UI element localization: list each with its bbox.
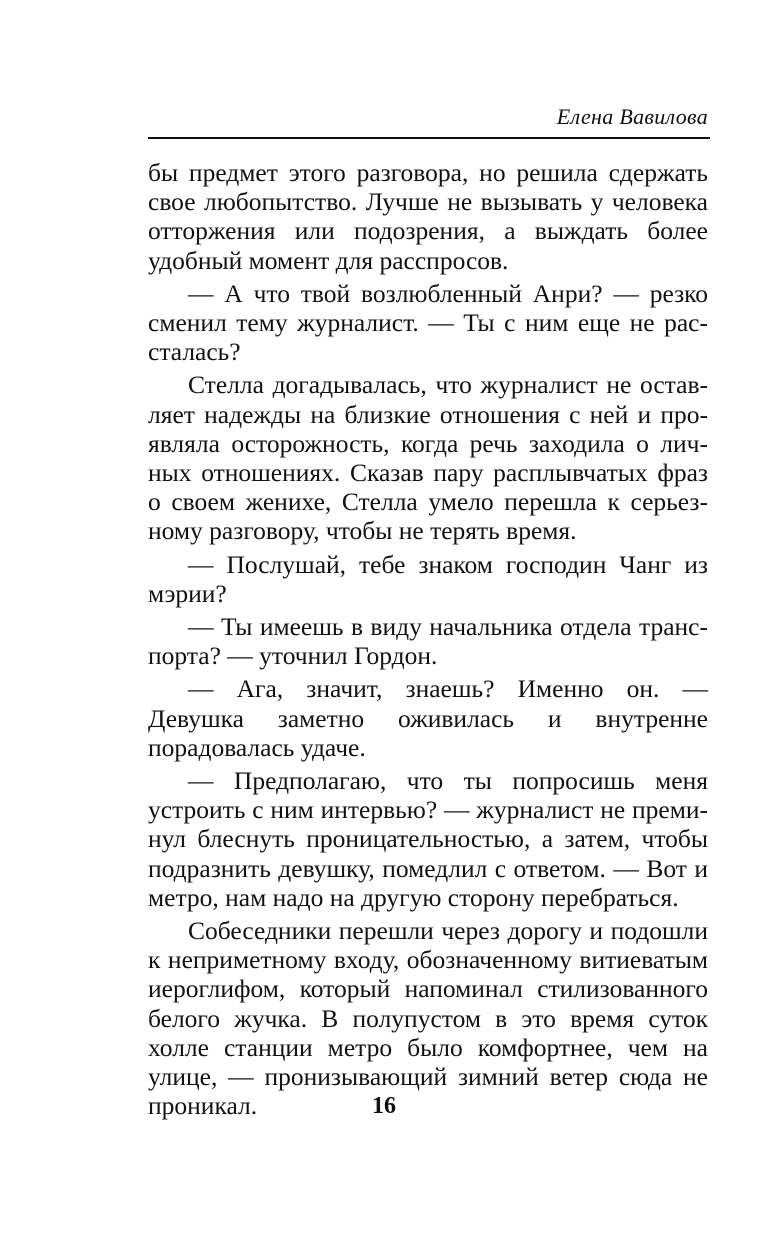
paragraph-narrative: Стелла догадывалась, что журналист не оставляет надежды на близкие отношения с ней и проявляла осторожность, когда речь заходила о личных отношениях. Сказав пару расплывчатых фраз о своем женихе, Стелла умело перешла к серьезному разговору, чтобы не терять время. [148,370,708,546]
paragraph-dialogue: — Послушай, тебе знаком господин Чанг из мэрии? [148,549,708,608]
header-rule [148,137,710,139]
paragraph-dialogue: — Ты имеешь в виду начальника отдела транспорта? — уточнил Гордон. [148,612,708,671]
body-text [148,158,708,1125]
running-header-author: Елена Вавилова [556,104,708,129]
paragraph-narrative: Собеседники перешли через дорогу и подошли к неприметному входу, обозначенному витиеватым иероглифом, который напоминал стилизованного белого жучка. В полупустом в это время суток холле станции метро было комфортнее, чем на улице, — пронизывающий зимний ветер сюда не проникал. [148,916,708,1121]
paragraph-continuation: бы предмет этого разговора, но решила сдержать свое любопытство. Лучше не вызывать у человека отторжения или подозрения, а выждать более удобный момент для расспросов. [148,158,708,275]
paragraph-dialogue: — Ага, значит, знаешь? Именно он. — Девушка заметно оживилась и внутренне порадовалась удаче. [148,674,708,762]
page-number: 16 [372,1093,396,1119]
paragraph-dialogue: — Предполагаю, что ты попросишь меня устроить с ним интервью? — журналист не преминул блеснуть проницательностью, а затем, чтобы подразнить девушку, помедлил с ответом. — Вот и метро, нам надо на другую сторону перебраться. [148,766,708,912]
paragraph-dialogue: — А что твой возлюбленный Анри? — резко сменил тему журналист. — Ты с ним еще не рассталась? [148,278,708,367]
